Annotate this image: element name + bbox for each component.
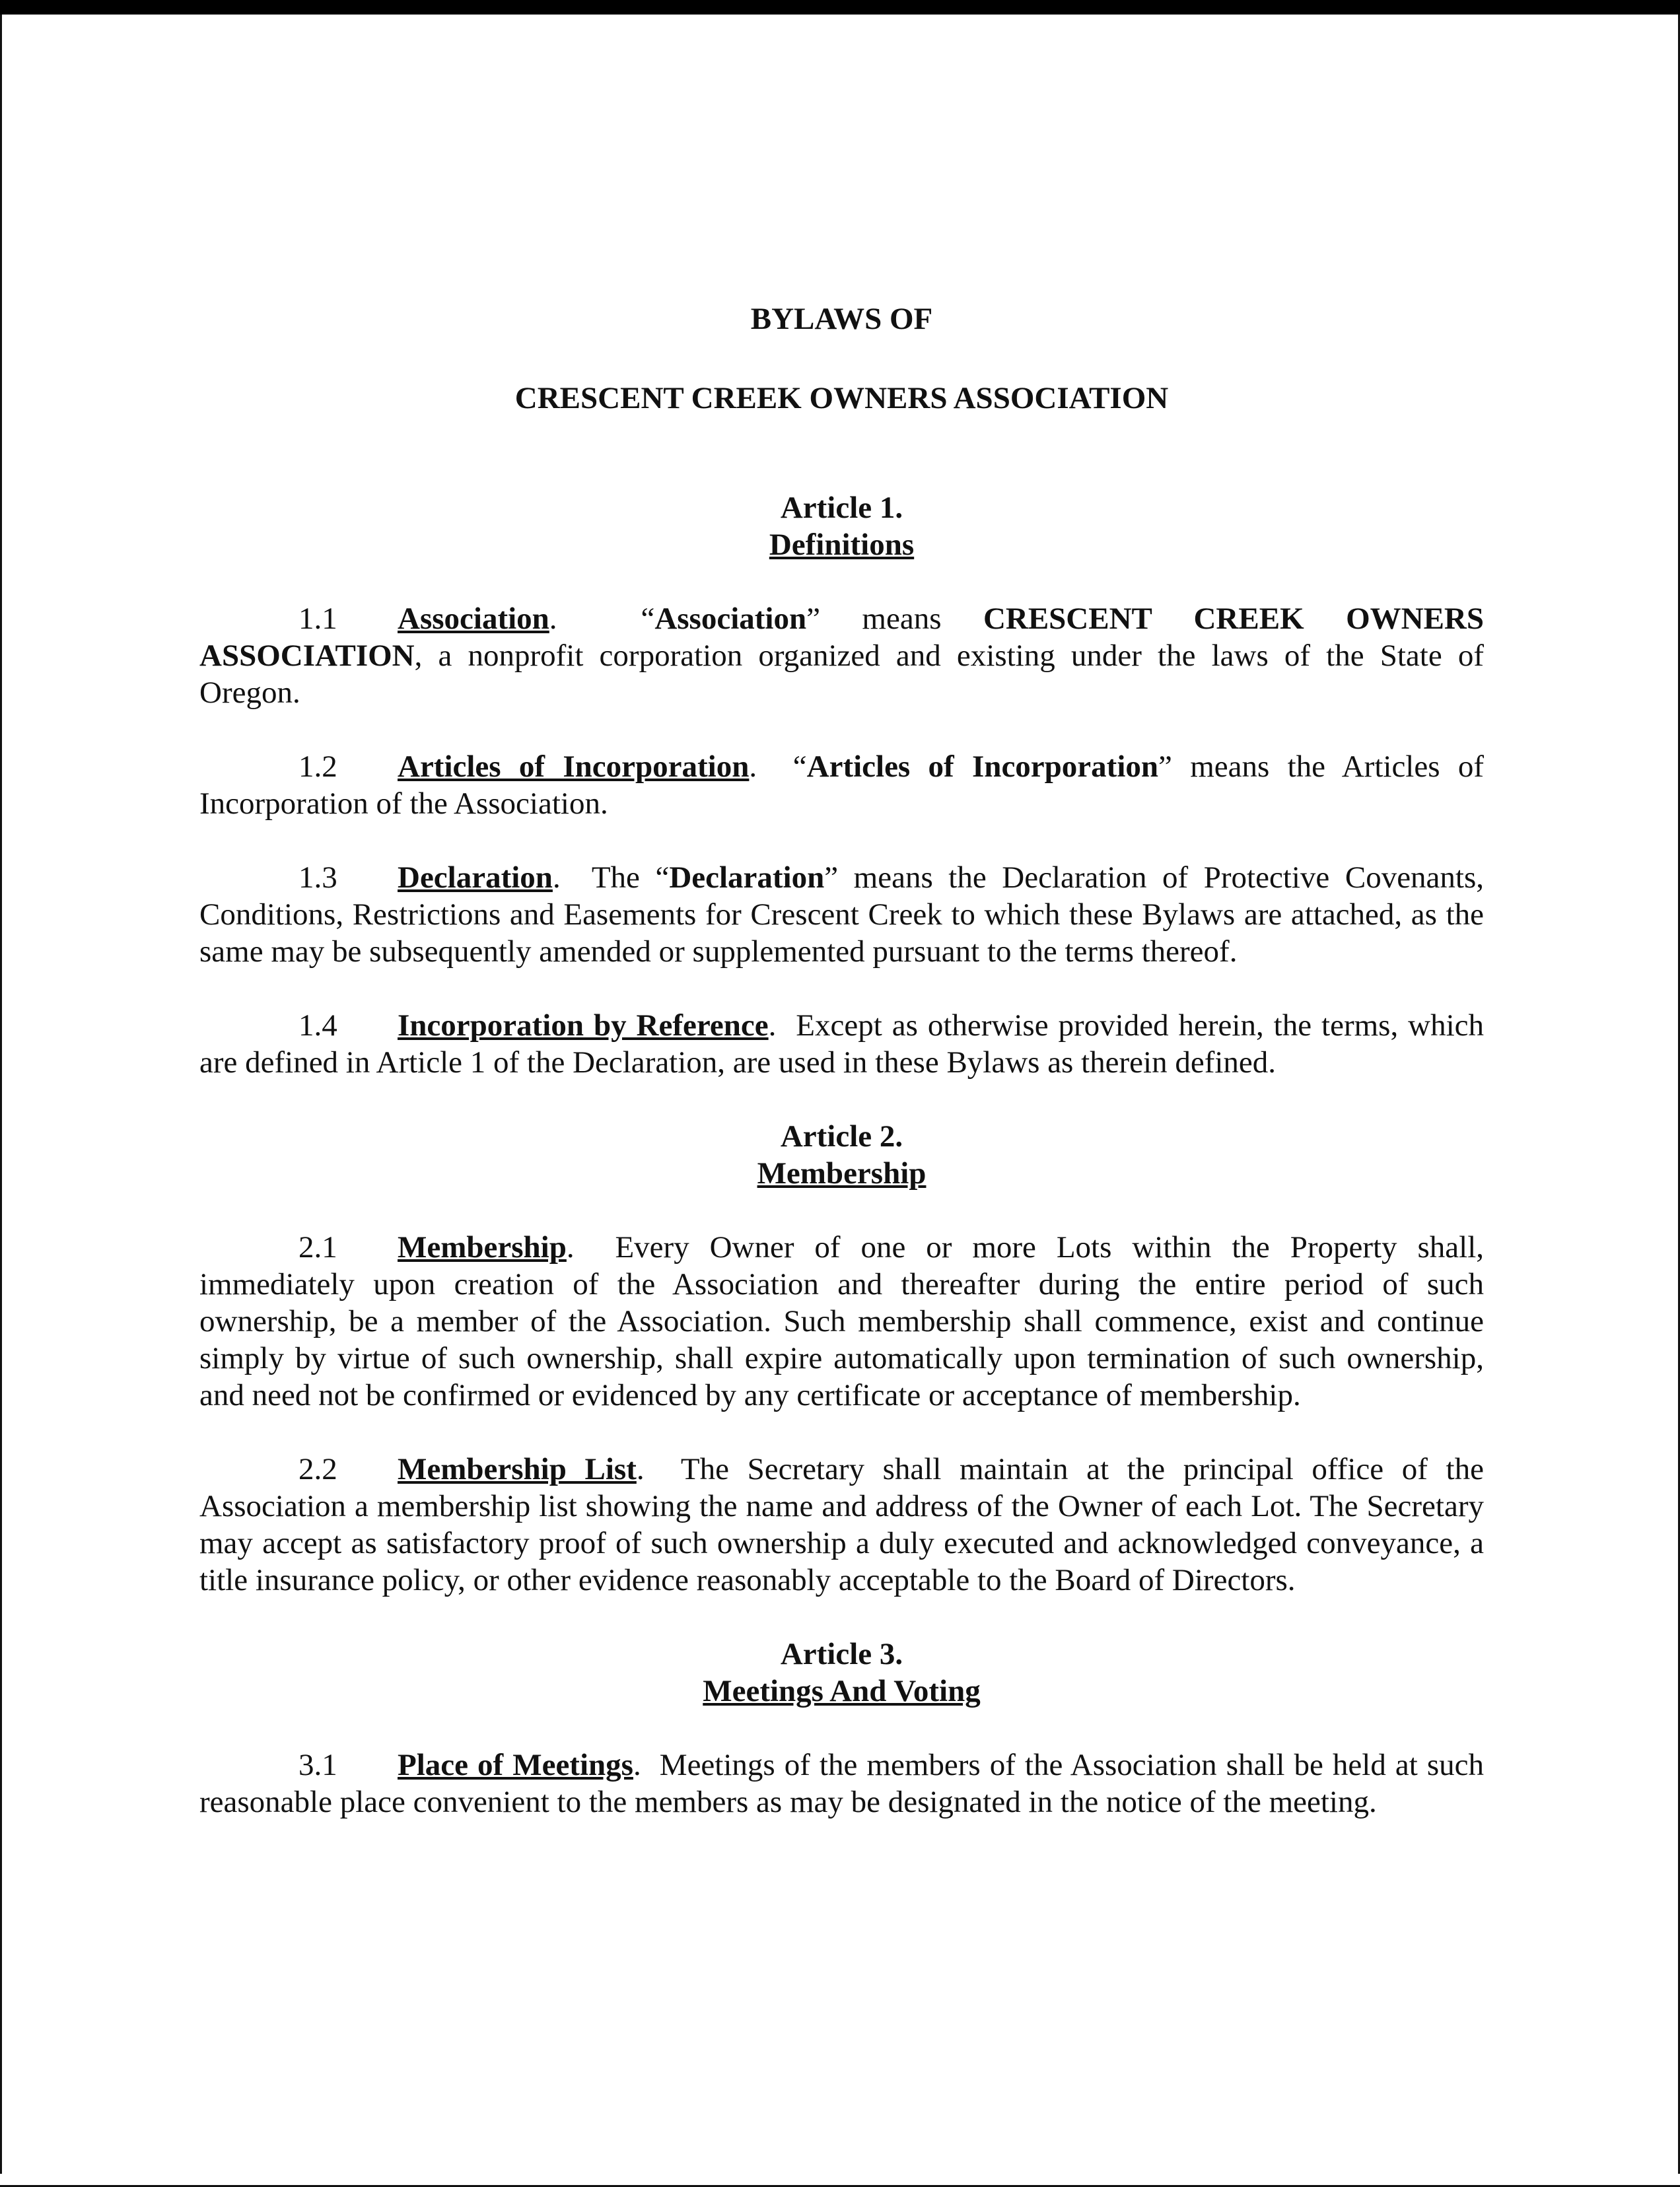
section-number: 3.1 xyxy=(298,1748,337,1782)
article-name: Definitions xyxy=(769,528,915,562)
section-title: Membership xyxy=(398,1230,567,1265)
section-2-1: 2.1 Membership. Every Owner of one or more Lots within the Property shall, immediately upon creation of the Association and thereafter during the entire period of such ownership, be a member of the Association. Such membership shall commence, exist and continue simply by virtue of such ownership, shall expire automatically upon termination of such ownership, and need not be confirmed or evidenced by any certificate or acceptance of membership. xyxy=(199,1230,1484,1412)
section-1-1: 1.1 Association. “Association” means CRESCENT CREEK OWNERS ASSOCIATION, a nonprofit corporation organized and existing under the laws of the State of Oregon. xyxy=(199,602,1484,710)
document-subtitle: CRESCENT CREEK OWNERS ASSOCIATION xyxy=(514,381,1169,415)
section-3-1: 3.1 Place of Meetings. Meetings of the members of the Association shall be held at such reasonable place convenient to the members as may be designated in the notice of the meeting. xyxy=(199,1748,1484,1819)
section-title: Association xyxy=(398,602,549,636)
section-title: Membership List xyxy=(398,1452,637,1486)
section-title: Declaration xyxy=(398,860,553,895)
article-number: Article 1. xyxy=(780,491,903,525)
section-number: 1.3 xyxy=(298,860,337,895)
scan-left-border xyxy=(0,15,2,2174)
section-1-2: 1.2 Articles of Incorporation. “Articles of Incorporation” means the Articles of Incorporation of the Association. xyxy=(199,749,1484,821)
article-heading xyxy=(199,1636,1484,1710)
article-name: Membership xyxy=(757,1156,927,1191)
section-number: 1.2 xyxy=(298,749,337,784)
section-1-4: 1.4 Incorporation by Reference. Except as otherwise provided herein, the terms, which are defined in Article 1 of the Declaration, are used in these Bylaws as therein defined. xyxy=(199,1008,1485,1080)
article-number: Article 3. xyxy=(780,1637,903,1671)
article-heading xyxy=(199,1118,1484,1192)
section-number: 2.2 xyxy=(298,1452,337,1486)
article-heading xyxy=(199,489,1484,563)
section-1-3: 1.3 Declaration. The “Declaration” means the Declaration of Protective Covenants, Conditions, Restrictions and Easements for Crescent Creek to which these Bylaws are attached, as the same may be subsequently amended or supplemented pursuant to the terms thereof. xyxy=(199,860,1485,969)
section-number: 1.4 xyxy=(298,1008,337,1043)
document-title: BYLAWS OF xyxy=(750,302,933,336)
section-number: 2.1 xyxy=(298,1230,337,1265)
article-name: Meetings And Voting xyxy=(703,1674,981,1708)
section-title: Articles of Incorporation xyxy=(398,749,750,784)
scan-top-border xyxy=(0,0,1680,15)
section-title: Place of Meetings xyxy=(398,1748,633,1782)
section-title: Incorporation by Reference xyxy=(398,1008,769,1043)
article-number: Article 2. xyxy=(780,1119,903,1154)
section-2-2: 2.2 Membership List. The Secretary shall maintain at the principal office of the Association a membership list showing the name and address of the Owner of each Lot. The Secretary may accept as satisfactory proof of such ownership a duly executed and acknowledged conveyance, a title insurance policy, or other evidence reasonably acceptable to the Board of Directors. xyxy=(199,1452,1484,1597)
document-page xyxy=(199,300,1484,1857)
section-number: 1.1 xyxy=(298,602,337,636)
